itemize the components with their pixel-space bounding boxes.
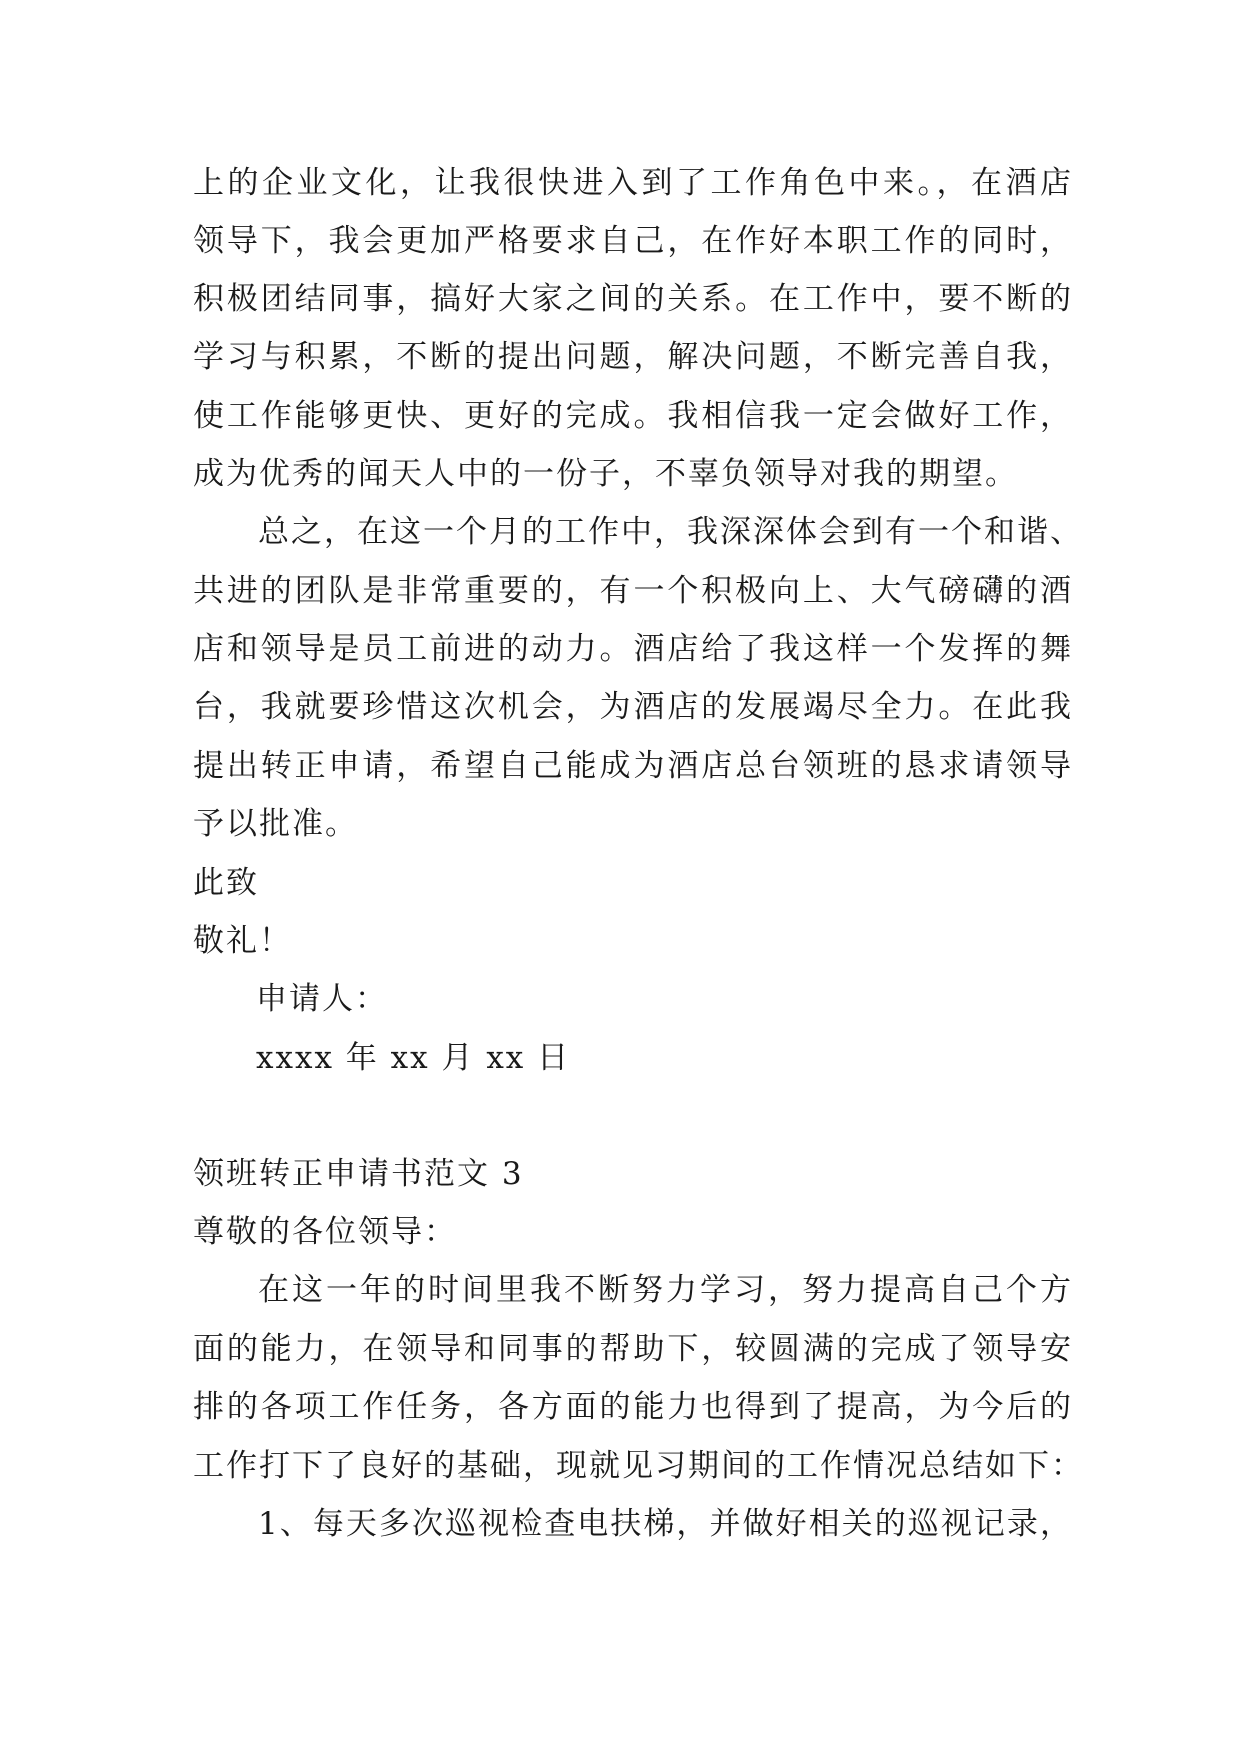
paragraph-line: 店和领导是员工前进的动力。酒店给了我这样一个发挥的舞 xyxy=(193,631,1073,667)
paragraph-line: 总之，在这一个月的工作中，我深深体会到有一个和谐、 xyxy=(258,514,1083,550)
salutation: 尊敬的各位领导： xyxy=(193,1214,457,1250)
paragraph-line: 排的各项工作任务，各方面的能力也得到了提高，为今后的 xyxy=(193,1389,1073,1425)
closing-line: 此致 xyxy=(193,865,259,901)
paragraph-line: 学习与积累，不断的提出问题，解决问题，不断完善自我， xyxy=(193,339,1073,375)
paragraph-line: 领导下，我会更加严格要求自己，在作好本职工作的同时， xyxy=(193,223,1073,259)
section-title: 领班转正申请书范文 3 xyxy=(193,1156,524,1192)
paragraph-line: 台，我就要珍惜这次机会，为酒店的发展竭尽全力。在此我 xyxy=(193,689,1073,725)
paragraph-line: 予以批准。 xyxy=(193,806,358,842)
paragraph-line: 面的能力，在领导和同事的帮助下，较圆满的完成了领导安 xyxy=(193,1331,1073,1367)
paragraph-line: 积极团结同事，搞好大家之间的关系。在工作中，要不断的 xyxy=(193,281,1073,317)
date-line: xxxx 年 xx 月 xx 日 xyxy=(256,1040,571,1076)
paragraph-line: 成为优秀的闻天人中的一份子，不辜负领导对我的期望。 xyxy=(193,456,1018,492)
paragraph-line: 在这一年的时间里我不断努力学习，努力提高自己个方 xyxy=(258,1272,1073,1308)
paragraph-line: 上的企业文化，让我很快进入到了工作角色中来。，在酒店 xyxy=(193,165,1073,201)
applicant-label: 申请人： xyxy=(256,981,388,1017)
list-item: 1、每天多次巡视检查电扶梯，并做好相关的巡视记录， xyxy=(258,1506,1073,1542)
closing-line: 敬礼！ xyxy=(193,923,292,959)
paragraph-line: 共进的团队是非常重要的，有一个积极向上、大气磅礴的酒 xyxy=(193,573,1073,609)
paragraph-line: 使工作能够更快、更好的完成。我相信我一定会做好工作， xyxy=(193,398,1073,434)
paragraph-line: 工作打下了良好的基础，现就见习期间的工作情况总结如下： xyxy=(193,1448,1084,1484)
paragraph-line: 提出转正申请，希望自己能成为酒店总台领班的恳求请领导 xyxy=(193,748,1073,784)
